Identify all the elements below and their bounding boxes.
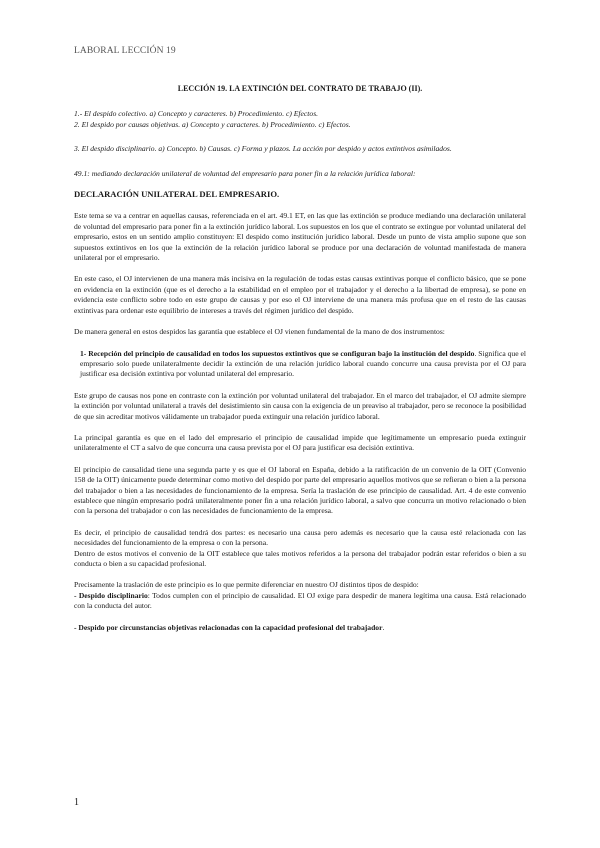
- paragraph-5: Este grupo de causas nos pone en contraste con la extinción por voluntad unilateral del trabajador. En el marco del trabajador, el OJ admite siempre la extinción por voluntad unilateral a través del desistimiento sin causa con la exigencia de un preaviso al trabajador, pero se reconoce la posibilidad de que sin acreditar motivos válidamente un trabajador pueda extinguir una relación jurídico laboral.: [74, 390, 526, 421]
- paragraph-4-bold: 1- Recepción del principio de causalidad en todos los supuestos extintivos que se configuran bajo la institución del despido: [80, 348, 475, 358]
- outline-item-3: 3. El despido disciplinario. a) Concepto. b) Causas. c) Forma y plazos. La acción por despido y actos extintivos asimilados.: [74, 144, 452, 154]
- paragraph-8a: Es decir, el principio de causalidad tendrá dos partes: es necesario una causa pero además es necesario que la causa esté relacionada con las necesidades del funcionamiento de la empresa o con la persona.: [74, 527, 526, 548]
- paragraph-11: [74, 623, 526, 633]
- paragraph-8b: Dentro de estos motivos el convenio de la OIT establece que tales motivos referidos a la persona del trabajador podrán estar referidos o bien a su conducta o bien a su capacidad profesional.: [74, 548, 526, 568]
- outline-item-2: 2. El despido por causas objetivas. a) Concepto y caracteres. b) Procedimiento. c) Efectos.: [74, 119, 351, 129]
- outline-item-1: 1.- El despido colectivo. a) Concepto y caracteres. b) Procedimiento. c) Efectos.: [74, 109, 319, 119]
- running-header: LABORAL LECCIÓN 19: [74, 46, 176, 56]
- paragraph-10-rest: : Todos cumplen con el principio de causalidad. El OJ exige para despedir de manera legítima una causa. Está relacionado con la conducta del autor.: [74, 590, 527, 611]
- paragraph-4: [74, 349, 526, 380]
- section-title: DECLARACIÓN UNILATERAL DEL EMPRESARIO.: [74, 189, 280, 200]
- paragraph-1: Este tema se va a centrar en aquellas causas, referenciada en el art. 49.1 ET, en las que las extinción se produce mediando una declaración unilateral de voluntad del empresario para poner fin a la extinción jurídico laboral. Los supuestos en los que el contrato se extingue por voluntad unilateral del empresario, estos en un sentido amplio constituyen: El despido como institución jurídico laboral. Desde un punto de vista amplio supone que son supuestos extintivos en los que la extinción de la relación jurídico laboral se produce por una declaración de voluntad manifestada de manera unilateral por el empresario.: [74, 211, 526, 263]
- document-body: [74, 84, 526, 644]
- page-number: 1: [74, 797, 79, 808]
- paragraph-11-rest: .: [382, 622, 385, 632]
- paragraph-4-rest: . Significa que el empresario solo puede unilateralmente decidir la extinción de una relación jurídico laboral cuando concurre una causa prevista por el OJ para justificar esa decisión extintiva por voluntad unilateral del empresario.: [80, 348, 526, 379]
- paragraph-2: En este caso, el OJ intervienen de una manera más incisiva en la regulación de todas estas causas extintivas porque el conflicto básico, que se pone en evidencia en la extinción (que es el derecho a la estabilidad en el empleo por el trabajador y el derecho a la libertad de empresa), se pone en evidencia este conflicto sobre todo en este grupo de causas y por eso el OJ interviene de una manera más profusa que en el resto de las causas extintivas para ordenar este equilibrio de intereses a través del régimen jurídico del despido.: [74, 274, 526, 315]
- paragraph-3: De manera general en estos despidos las garantía que establece el OJ vienen fundamental de la mano de dos instrumentos:: [74, 327, 445, 337]
- paragraph-10-bold: - Despido disciplinario: [74, 590, 148, 600]
- paragraph-7: El principio de causalidad tiene una segunda parte y es que el OJ laboral en España, debido a la ratificación de un convenio de la OIT (Convenio 158 de la OIT) únicamente puede determinar como motivo del despido por parte del empresario aquellos motivos que se refieran o bien a la persona del trabajador o bien a las necesidades de funcionamiento de la empresa. Sería la traslación de ese principio de causalidad. Art. 4 de este convenio establece que ningún empresario podrá unilateralmente poner fin a una relación jurídico laboral, a salvo que concurra un motivo relacionado o bien con la persona del trabajador o con las necesidades de funcionamiento de la empresa.: [74, 464, 526, 516]
- paragraph-6: La principal garantía es que en el lado del empresario el principio de causalidad impide que legítimamente un empresario pueda extinguir unilateralmente el CT a salvo de que concurra una causa prevista por el OJ para justificar esa decisión extintiva.: [74, 432, 526, 453]
- paragraph-9: Precisamente la traslación de este principio es lo que permite diferenciar en nuestro OJ distintos tipos de despido:: [74, 580, 419, 590]
- subheading: 49.1: mediando declaración unilateral de voluntad del empresario para poner fin a la relación jurídica laboral:: [74, 168, 416, 178]
- lesson-title: LECCIÓN 19. LA EXTINCIÓN DEL CONTRATO DE TRABAJO (II).: [177, 84, 423, 93]
- paragraph-11-bold: - Despido por circunstancias objetivas relacionadas con la capacidad profesional del trabajador: [74, 622, 383, 632]
- paragraph-10: [74, 591, 526, 612]
